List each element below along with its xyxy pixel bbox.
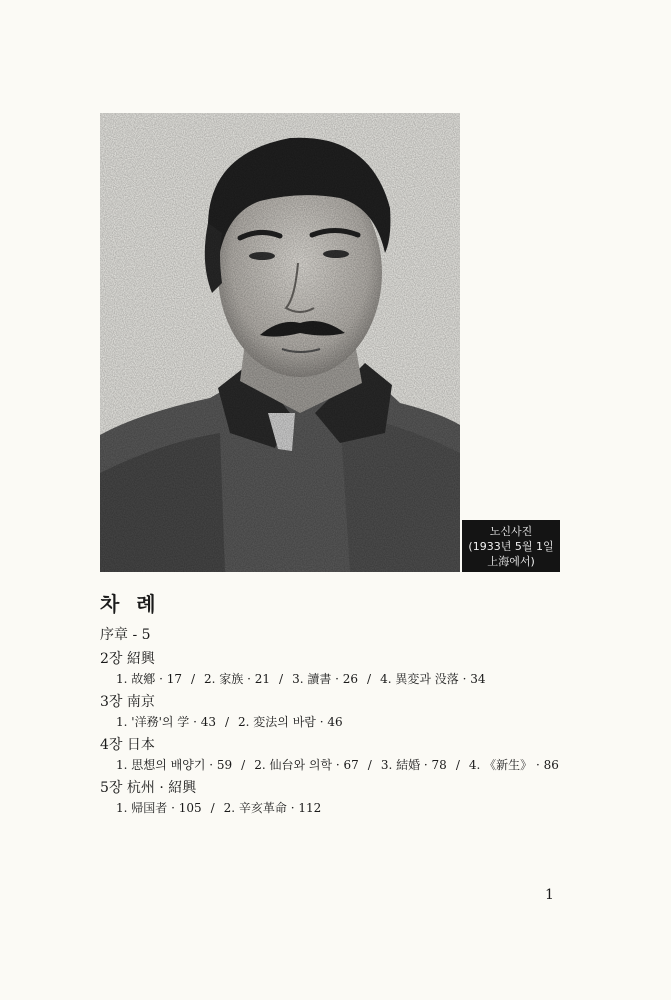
section-entry: 1. '洋務'의 学 · 43 <box>116 715 216 729</box>
caption-line: 노신사진 <box>489 525 533 538</box>
section-separator: / <box>224 715 230 729</box>
section-separator: / <box>367 758 372 772</box>
section-separator: / <box>241 758 246 772</box>
toc-chapter <box>100 693 620 730</box>
toc-prologue <box>100 626 620 644</box>
section-entry: 2. 家族 · 21 <box>204 672 271 686</box>
section-entry: 3. 讀書 · 26 <box>292 672 359 686</box>
chapter-title: 序章 - 5 <box>100 627 151 643</box>
chapter-sections <box>116 800 620 816</box>
section-separator: / <box>210 801 215 815</box>
toc-heading: 차 례 <box>100 592 161 616</box>
photo-caption <box>462 520 560 572</box>
section-separator: / <box>367 672 372 686</box>
chapter-sections <box>116 671 620 687</box>
caption-line: (1933년 5월 1일 <box>468 540 554 553</box>
section-entry: 1. 帰国者 · 105 <box>116 801 202 815</box>
chapter-title: 3장 南京 <box>100 694 155 710</box>
section-entry: 4. 異変과 没落 · 34 <box>380 672 486 686</box>
caption-line: 上海에서) <box>487 555 535 568</box>
chapter-sections <box>116 757 620 773</box>
portrait-photo <box>100 113 460 572</box>
section-entry: 3. 結婚 · 78 <box>380 758 447 772</box>
chapter-sections <box>116 714 620 730</box>
section-separator: / <box>279 672 284 686</box>
toc-chapter <box>100 736 620 773</box>
chapter-title: 5장 杭州 · 紹興 <box>100 780 197 796</box>
section-entry: 2. 仙台와 의학 · 67 <box>254 758 359 772</box>
chapter-title: 2장 紹興 <box>100 651 155 667</box>
section-entry: 2. 変法의 바람 · 46 <box>238 715 343 729</box>
chapter-title: 4장 日本 <box>100 737 155 753</box>
page-number: 1 <box>545 887 554 903</box>
section-entry: 1. 思想의 배양기 · 59 <box>116 758 233 772</box>
section-separator: / <box>455 758 460 772</box>
toc-chapter <box>100 650 620 687</box>
section-separator: / <box>190 672 196 686</box>
toc-chapter <box>100 779 620 816</box>
section-entry: 4. 《新生》 · 86 <box>468 758 559 772</box>
section-entry: 2. 辛亥革命 · 112 <box>223 801 322 815</box>
table-of-contents <box>100 626 620 822</box>
section-entry: 1. 故鄕 · 17 <box>116 672 182 686</box>
